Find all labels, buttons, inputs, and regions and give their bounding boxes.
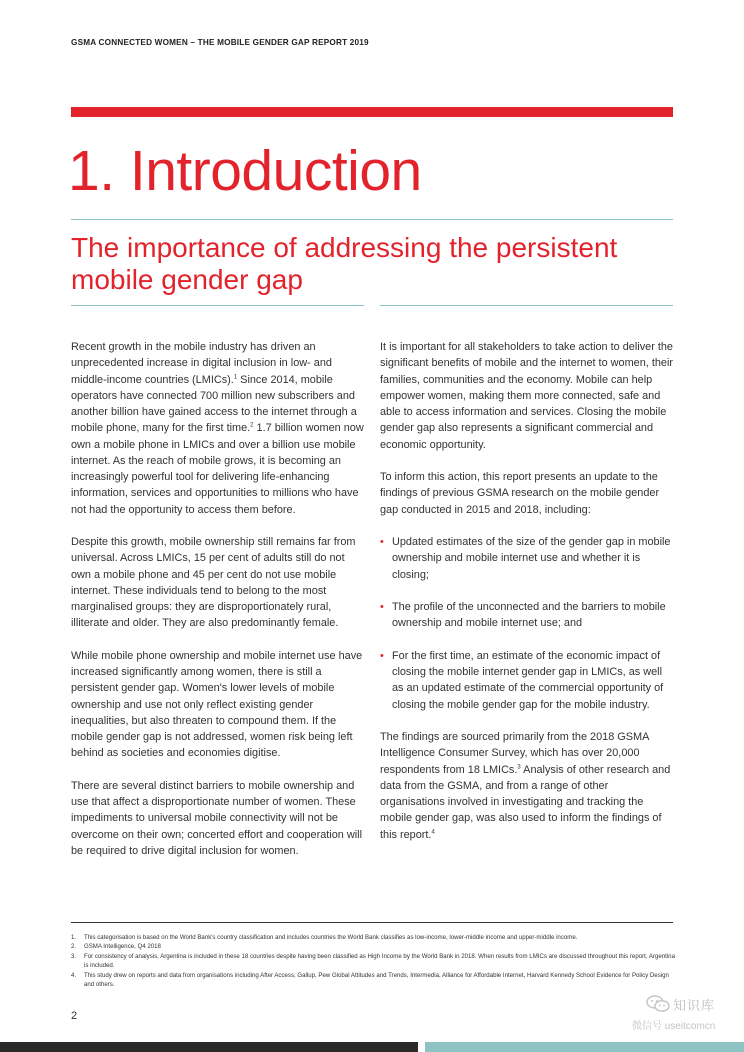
right-column-divider [380, 305, 673, 306]
bullet-icon: • [380, 649, 384, 662]
left-paragraph-4: There are several distinct barriers to mobile ownership and use that affect a disproportionate number of women. These impediments to universal mobile connectivity will not be overcome on their own; concerted effort and cooperation will be required to drive digital inclusion for women. [71, 779, 362, 857]
footnote-number: 3. [71, 952, 77, 960]
list-item [380, 648, 674, 713]
text-run: Since 2014, mobile operators have connected 700 million new subscribers and another billion have gained access to the internet through a mobile phone, many for the first time. [71, 373, 357, 435]
footnote-text: GSMA Intelligence, Q4 2018 [84, 943, 161, 951]
footnotes [71, 933, 676, 989]
left-paragraph-2: Despite this growth, mobile ownership still remains far from universal. Across LMICs, 15 per cent of adults still do not own a mobile phone and 45 per cent do not use mobile internet. These individuals tend to belong to the most marginalised groups: they are disproportionately rural, illiterate and older. They are also predominantly female. [71, 536, 356, 630]
bullet-list [380, 534, 674, 713]
left-column [71, 339, 365, 875]
right-paragraph-2: To inform this action, this report presents an update to the findings of previous GSMA research on the mobile gender gap conducted in 2015 and 2018, including: [380, 471, 660, 516]
left-paragraph-3: While mobile phone ownership and mobile internet use have increased significantly among women, there is still a persistent gender gap. Women's lower levels of mobile ownership and use not only reflect existing gender inequalities, but also threaten to compound them. If the mobile gender gap is not addressed, women risk being left behind as societies and economies digitise. [71, 649, 363, 760]
footnote-number: 1. [71, 934, 77, 941]
footnote-ref: 2 [250, 422, 254, 429]
footer-bar-teal [425, 1042, 744, 1052]
footnote-text: For consistency of analysis, Argentina is included in these 18 countries despite having been classified as High Income by the World Bank in 2018. When results from LMICs are discussed throughout this report, Argentina is included. [84, 952, 675, 970]
footnote [71, 971, 676, 990]
watermark-text: 知识库 [673, 998, 716, 1013]
footnote-number: 2. [71, 943, 77, 951]
left-column-divider [71, 305, 364, 306]
right-paragraph-1: It is important for all stakeholders to take action to deliver the significant benefits of mobile and the internet to women, their families, communities and the economy. Mobile can help empower women, making them more connected, safe and able to access information and services. Closing the mobile gender gap also represents a significant commercial and economic opportunity. [380, 341, 674, 451]
footnote [71, 933, 676, 942]
chapter-title: 1. Introduction [68, 139, 422, 203]
footnote-ref: 4 [431, 828, 435, 835]
subtitle-line-2: mobile gender gap [71, 264, 303, 295]
footnote [71, 952, 676, 971]
list-item [380, 599, 674, 632]
subtitle-line-1: The importance of addressing the persistent [71, 232, 618, 263]
section-subtitle [71, 232, 673, 296]
text-run: 1.7 billion women now own a mobile phone in LMICs and over a billion use mobile internet. As the reach of mobile grows, it is becoming an increasingly powerful tool for delivering life-enhancing information, services and opportunities to millions who have not had the opportunity to access them before. [71, 422, 364, 516]
text-run: Recent growth in the mobile industry has driven an unprecedented increase in digital inclusion in low- and middle-income countries (LMICs). [71, 341, 332, 386]
title-divider [71, 219, 673, 220]
footnote-text: This categorisation is based on the World Bank's country classification and includes countries the World Bank classifies as low-income, lower-middle income and upper-middle income. [84, 934, 578, 941]
footnote-ref: 1 [233, 373, 238, 380]
right-column [380, 339, 674, 859]
footnote-divider [71, 922, 673, 923]
text-run: The findings are sourced primarily from the 2018 GSMA Intelligence Consumer Survey, which has over 20,000 respondents from 18 LMICs. [380, 731, 649, 776]
footer-bar-dark [0, 1042, 418, 1052]
footnote-ref: 3 [517, 763, 521, 770]
bullet-icon: • [380, 536, 384, 548]
bullet-text: For the first time, an estimate of the economic impact of closing the mobile internet gender gap in LMICs, as well as an updated estimate of the commercial opportunity of closing the mobile gender gap for the mobile industry. [392, 649, 664, 711]
watermark-subtext: 微信号 useitcomcn [632, 1021, 716, 1032]
wechat-icon [646, 995, 670, 1018]
right-paragraph-3 [380, 729, 674, 843]
running-header: GSMA CONNECTED WOMEN – THE MOBILE GENDER GAP REPORT 2019 [71, 38, 369, 47]
red-accent-bar [71, 107, 673, 117]
footnote [71, 942, 676, 951]
left-paragraph-1 [71, 339, 365, 518]
page-number: 2 [71, 1010, 78, 1022]
bullet-text: Updated estimates of the size of the gender gap in mobile ownership and mobile internet use and whether it is closing; [392, 536, 671, 581]
bullet-icon: • [380, 601, 384, 613]
bullet-text: The profile of the unconnected and the barriers to mobile ownership and mobile internet use; and [392, 601, 666, 630]
footnote-text: This study drew on reports and data from organisations including After Access, Gallup, Pew Global Attitudes and Trends, Intermedia, Alliance for Affordable Internet, Harvard Kennedy School Evidence for Policy Design and others. [84, 971, 669, 989]
text-run: Analysis of other research and data from the GSMA, and from a range of other organisations involved in investigating and tracking the mobile gender gap, was also used to inform the findings of this report. [380, 763, 671, 841]
watermark [632, 995, 744, 1035]
list-item [380, 534, 674, 583]
footnote-number: 4. [71, 971, 77, 979]
